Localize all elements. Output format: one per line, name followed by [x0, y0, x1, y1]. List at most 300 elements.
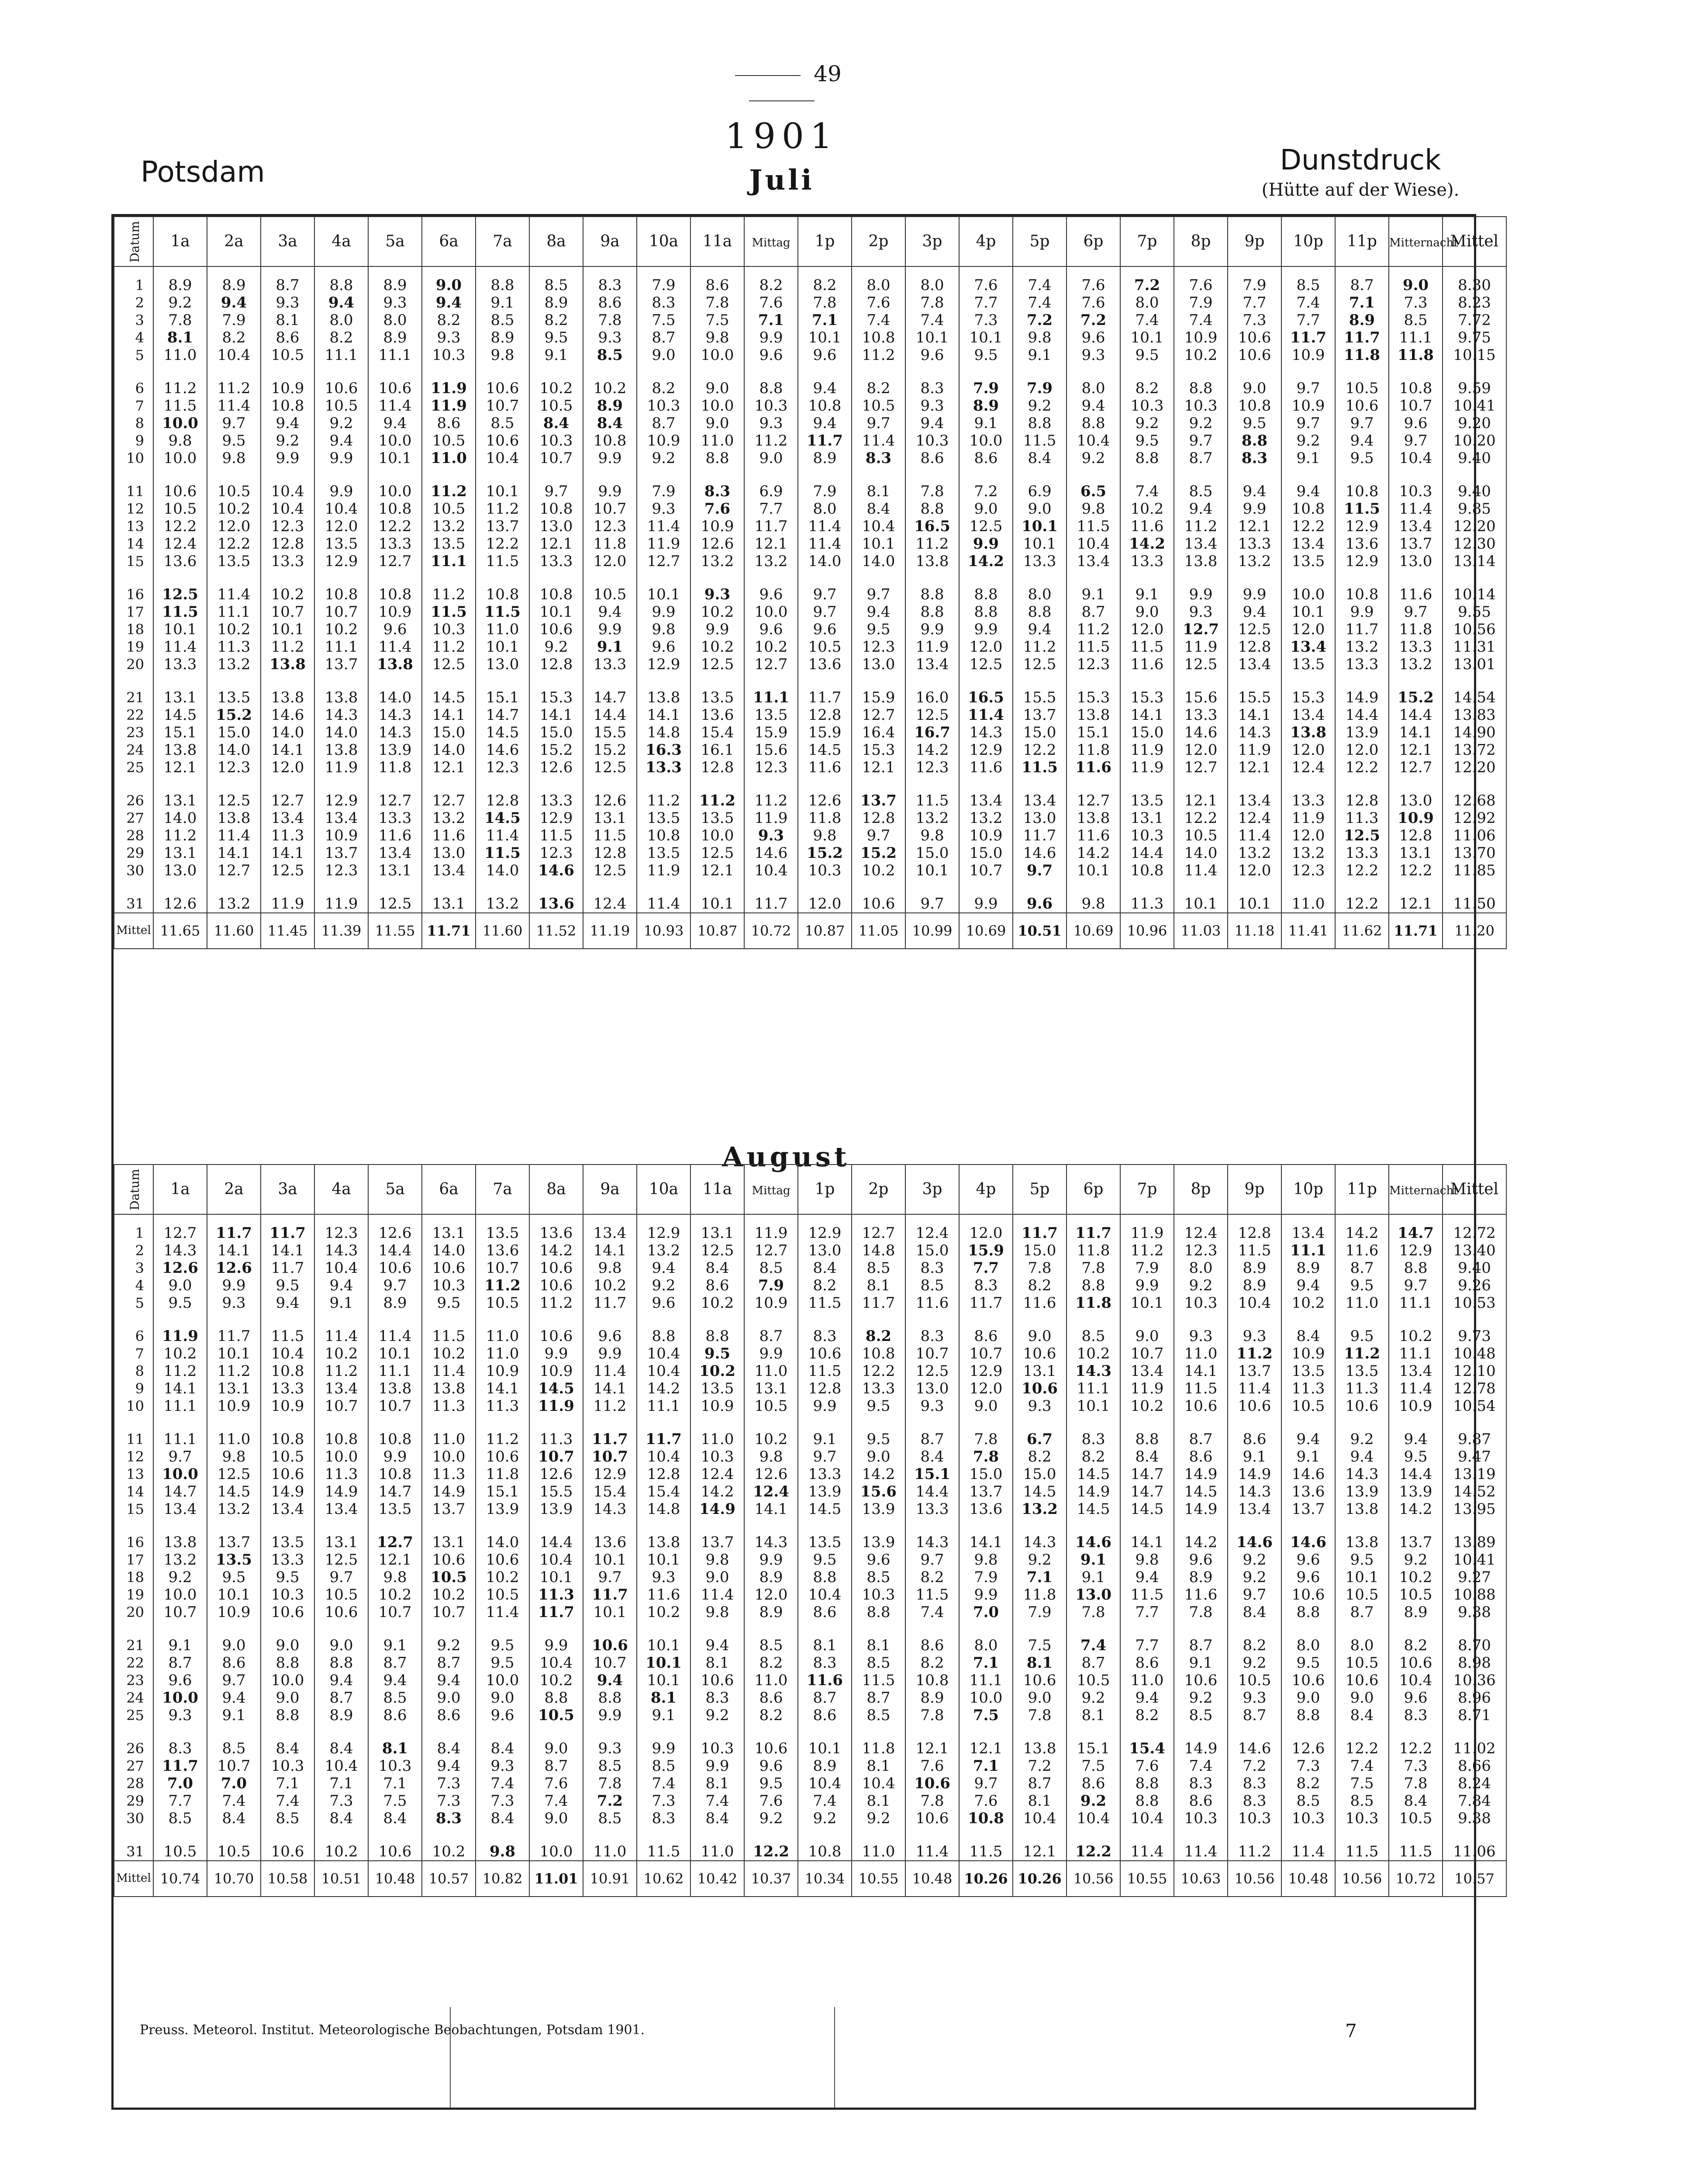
value-cell: 10.6 [1389, 1654, 1443, 1672]
value-cell: 10.8 [852, 1345, 905, 1362]
day-number: 12 [114, 500, 153, 518]
value-cell: 11.7 [583, 1421, 637, 1448]
daily-mean-cell: 11.31 [1443, 638, 1506, 656]
day-number: 15 [114, 553, 153, 576]
daily-mean-cell: 9.75 [1443, 329, 1506, 346]
value-cell: 9.3 [1174, 603, 1228, 621]
value-cell: 12.8 [476, 782, 529, 809]
header-hour [1174, 1165, 1228, 1214]
value-cell: 11.0 [744, 1672, 798, 1689]
value-cell: 10.1 [1013, 518, 1067, 535]
day-number: 13 [114, 518, 153, 535]
value-cell: 9.3 [1228, 1318, 1281, 1345]
value-cell: 9.0 [207, 1627, 261, 1654]
value-cell: 10.6 [1335, 1397, 1389, 1421]
value-cell: 8.7 [529, 1757, 583, 1775]
value-cell: 12.5 [959, 656, 1013, 679]
value-cell: 9.1 [368, 1627, 422, 1654]
value-cell: 8.0 [1335, 1627, 1389, 1654]
value-cell: 10.4 [852, 1775, 905, 1792]
mean-cell: 10.70 [207, 1861, 261, 1897]
value-cell: 11.5 [153, 603, 207, 621]
value-cell: 12.6 [529, 759, 583, 782]
value-cell: 8.2 [637, 370, 690, 397]
value-cell: 13.3 [1335, 844, 1389, 862]
value-cell: 8.6 [690, 266, 744, 294]
daily-mean-cell: 12.30 [1443, 535, 1506, 553]
value-cell: 13.0 [1067, 1586, 1120, 1603]
value-cell: 15.0 [207, 724, 261, 741]
value-cell: 11.1 [153, 1397, 207, 1421]
value-cell: 7.3 [1389, 1757, 1443, 1775]
header-hour [529, 1165, 583, 1214]
value-cell: 13.4 [261, 1500, 314, 1524]
value-cell: 9.0 [261, 1627, 314, 1654]
value-cell: 13.4 [1067, 553, 1120, 576]
header-hour-text: 3a [278, 1180, 297, 1199]
header-hour-text: 9a [600, 232, 620, 251]
value-cell: 10.7 [583, 500, 637, 518]
value-cell: 8.9 [153, 266, 207, 294]
value-cell: 10.4 [1067, 432, 1120, 449]
value-cell: 13.4 [1281, 706, 1335, 724]
value-cell: 8.3 [583, 266, 637, 294]
header-hour-text: 5a [385, 1180, 405, 1199]
value-cell: 14.1 [261, 1242, 314, 1259]
value-cell: 10.6 [1174, 1672, 1228, 1689]
value-cell: 8.5 [476, 311, 529, 329]
day-number: 26 [114, 782, 153, 809]
value-cell: 8.3 [690, 1689, 744, 1707]
value-cell: 10.3 [1389, 473, 1443, 500]
value-cell: 11.6 [798, 759, 852, 782]
value-cell: 10.4 [637, 1362, 690, 1380]
header-hour [1389, 1165, 1458, 1214]
value-cell: 10.2 [690, 638, 744, 656]
value-cell: 11.7 [959, 1294, 1013, 1318]
day-number: 2 [114, 1242, 153, 1259]
day-number: 18 [114, 1569, 153, 1586]
value-cell: 13.8 [368, 656, 422, 679]
value-cell: 13.7 [314, 844, 368, 862]
value-cell: 13.4 [153, 1500, 207, 1524]
value-cell: 8.3 [1174, 1775, 1228, 1792]
value-cell: 11.4 [798, 518, 852, 535]
value-cell: 10.6 [529, 1318, 583, 1345]
header-hour-text: Mittag [752, 1184, 790, 1198]
value-cell: 8.4 [1389, 1792, 1443, 1810]
page-number-rule-right [749, 100, 815, 101]
value-cell: 12.1 [529, 535, 583, 553]
value-cell: 9.5 [422, 1294, 476, 1318]
value-cell: 13.7 [1013, 706, 1067, 724]
monthly-mean-cell: 11.20 [1443, 913, 1506, 949]
value-cell: 9.4 [690, 1627, 744, 1654]
value-cell: 11.6 [1120, 518, 1174, 535]
value-cell: 9.1 [1067, 1569, 1120, 1586]
header-mittel-text: Mittel [1450, 232, 1499, 251]
value-cell: 12.5 [1335, 827, 1389, 844]
daily-mean-cell: 13.40 [1443, 1242, 1506, 1259]
day-number: 1 [114, 266, 153, 294]
value-cell: 9.0 [529, 1730, 583, 1757]
value-cell: 8.1 [1067, 1707, 1120, 1730]
value-cell: 13.7 [690, 1524, 744, 1551]
value-cell: 8.5 [1174, 1707, 1228, 1730]
value-cell: 9.6 [798, 346, 852, 370]
value-cell: 9.0 [153, 1277, 207, 1294]
header-datum [114, 1165, 153, 1214]
header-hour [852, 217, 905, 266]
value-cell: 11.7 [744, 885, 798, 913]
header-datum [114, 217, 153, 266]
value-cell: 8.0 [1174, 1259, 1228, 1277]
value-cell: 11.2 [476, 1421, 529, 1448]
value-cell: 10.9 [314, 827, 368, 844]
day-number: 8 [114, 415, 153, 432]
value-cell: 7.4 [1174, 311, 1228, 329]
value-cell: 13.4 [1120, 1362, 1174, 1380]
value-cell: 10.5 [583, 576, 637, 603]
day-number: 2 [114, 294, 153, 311]
value-cell: 8.6 [422, 1707, 476, 1730]
value-cell: 11.5 [1389, 1833, 1443, 1861]
value-cell: 10.8 [1335, 576, 1389, 603]
value-cell: 10.0 [476, 1672, 529, 1689]
value-cell: 10.1 [905, 329, 959, 346]
value-cell: 14.5 [1067, 1500, 1120, 1524]
header-datum-text: Datum [128, 1168, 142, 1210]
value-cell: 9.6 [1281, 1569, 1335, 1586]
value-cell: 10.3 [798, 862, 852, 885]
value-cell: 7.8 [153, 311, 207, 329]
value-cell: 8.4 [207, 1810, 261, 1833]
day-number: 9 [114, 432, 153, 449]
value-cell: 9.9 [637, 603, 690, 621]
value-cell: 9.5 [261, 1277, 314, 1294]
value-cell: 9.0 [1013, 500, 1067, 518]
value-cell: 11.7 [1281, 329, 1335, 346]
header-hour-text: 2p [868, 1180, 889, 1199]
value-cell: 12.0 [1281, 621, 1335, 638]
value-cell: 9.5 [207, 432, 261, 449]
value-cell: 10.9 [207, 1397, 261, 1421]
value-cell: 10.1 [476, 638, 529, 656]
mean-row [114, 1861, 1506, 1897]
value-cell: 12.3 [583, 518, 637, 535]
value-cell: 8.5 [583, 1757, 637, 1775]
value-cell: 12.7 [422, 782, 476, 809]
value-cell: 14.5 [153, 706, 207, 724]
daily-mean-cell: 13.72 [1443, 741, 1506, 759]
header-hour [1228, 1165, 1281, 1214]
value-cell: 12.0 [959, 638, 1013, 656]
value-cell: 8.1 [852, 1792, 905, 1810]
year-heading: 1901 [725, 116, 839, 156]
value-cell: 8.4 [583, 415, 637, 432]
value-cell: 14.2 [1067, 844, 1120, 862]
value-cell: 11.4 [1389, 500, 1443, 518]
header-hour-text: 3a [278, 232, 297, 251]
header-hour [1013, 217, 1067, 266]
header-hour [1389, 217, 1458, 266]
value-cell: 9.8 [153, 432, 207, 449]
value-cell: 8.0 [959, 1627, 1013, 1654]
value-cell: 8.7 [1335, 266, 1389, 294]
value-cell: 10.4 [1389, 1672, 1443, 1689]
header-hour [1067, 1165, 1120, 1214]
value-cell: 13.7 [852, 782, 905, 809]
value-cell: 7.5 [1335, 1775, 1389, 1792]
value-cell: 11.5 [1174, 1380, 1228, 1397]
value-cell: 8.4 [1120, 1448, 1174, 1465]
value-cell: 13.8 [1067, 809, 1120, 827]
value-cell: 9.5 [798, 1551, 852, 1569]
value-cell: 13.2 [905, 809, 959, 827]
value-cell: 14.0 [476, 862, 529, 885]
value-cell: 15.5 [529, 1483, 583, 1500]
value-cell: 10.3 [261, 1586, 314, 1603]
value-cell: 7.1 [1335, 294, 1389, 311]
value-cell: 15.9 [959, 1242, 1013, 1259]
value-cell: 14.5 [798, 1500, 852, 1524]
value-cell: 12.2 [1389, 862, 1443, 885]
value-cell: 10.2 [744, 1421, 798, 1448]
value-cell: 12.1 [690, 862, 744, 885]
value-cell: 9.5 [153, 1294, 207, 1318]
daily-mean-cell: 9.87 [1443, 1421, 1506, 1448]
value-cell: 13.1 [422, 885, 476, 913]
value-cell: 12.0 [1174, 741, 1228, 759]
value-cell: 10.9 [1389, 1397, 1443, 1421]
table-row [114, 603, 1506, 621]
value-cell: 9.2 [690, 1707, 744, 1730]
value-cell: 12.3 [1281, 862, 1335, 885]
mean-cell: 10.48 [905, 1861, 959, 1897]
value-cell: 13.8 [1067, 706, 1120, 724]
value-cell: 12.1 [905, 1730, 959, 1757]
value-cell: 11.0 [153, 346, 207, 370]
value-cell: 11.3 [476, 1397, 529, 1421]
value-cell: 13.8 [1281, 724, 1335, 741]
value-cell: 12.9 [637, 1214, 690, 1242]
value-cell: 10.2 [1120, 500, 1174, 518]
value-cell: 8.8 [314, 266, 368, 294]
value-cell: 14.5 [529, 1380, 583, 1397]
value-cell: 10.3 [1228, 1810, 1281, 1833]
value-cell: 8.1 [852, 1627, 905, 1654]
value-cell: 9.5 [1120, 432, 1174, 449]
header-hour-text: 11p [1347, 232, 1377, 251]
value-cell: 7.4 [1013, 294, 1067, 311]
value-cell: 8.7 [261, 266, 314, 294]
value-cell: 9.1 [1228, 1448, 1281, 1465]
value-cell: 9.6 [852, 1551, 905, 1569]
value-cell: 7.7 [153, 1792, 207, 1810]
value-cell: 7.8 [905, 1707, 959, 1730]
value-cell: 14.1 [261, 741, 314, 759]
value-cell: 12.4 [744, 1483, 798, 1500]
value-cell: 13.1 [153, 679, 207, 706]
value-cell: 9.1 [637, 1707, 690, 1730]
header-hour-text: 2a [224, 1180, 244, 1199]
value-cell: 14.2 [690, 1483, 744, 1500]
value-cell: 8.1 [798, 1627, 852, 1654]
value-cell: 11.5 [798, 1294, 852, 1318]
value-cell: 14.2 [1174, 1524, 1228, 1551]
value-cell: 8.7 [744, 1318, 798, 1345]
value-cell: 14.1 [583, 1242, 637, 1259]
value-cell: 9.9 [1335, 603, 1389, 621]
value-cell: 7.4 [529, 1792, 583, 1810]
value-cell: 9.0 [1120, 603, 1174, 621]
header-hour-text: 1a [170, 1180, 190, 1199]
value-cell: 9.7 [798, 576, 852, 603]
value-cell: 15.0 [1013, 1242, 1067, 1259]
value-cell: 9.3 [422, 329, 476, 346]
value-cell: 10.6 [422, 1259, 476, 1277]
mean-row-label: Mittel [114, 913, 153, 949]
value-cell: 9.1 [1013, 346, 1067, 370]
value-cell: 9.3 [583, 329, 637, 346]
table-row [114, 1757, 1506, 1775]
value-cell: 7.4 [1067, 1627, 1120, 1654]
value-cell: 9.6 [1013, 885, 1067, 913]
value-cell: 11.4 [798, 535, 852, 553]
value-cell: 9.2 [1013, 397, 1067, 415]
value-cell: 9.7 [1174, 432, 1228, 449]
value-cell: 10.2 [1120, 1397, 1174, 1421]
value-cell: 8.2 [905, 1569, 959, 1586]
value-cell: 11.7 [852, 1294, 905, 1318]
value-cell: 7.6 [959, 1792, 1013, 1810]
value-cell: 13.2 [422, 809, 476, 827]
value-cell: 10.4 [529, 1654, 583, 1672]
value-cell: 9.5 [1335, 1551, 1389, 1569]
table-row [114, 311, 1506, 329]
value-cell: 8.7 [314, 1689, 368, 1707]
value-cell: 10.6 [476, 1448, 529, 1465]
day-number: 6 [114, 1318, 153, 1345]
value-cell: 8.0 [1281, 1627, 1335, 1654]
header-mittel [1443, 1165, 1506, 1214]
value-cell: 15.3 [852, 741, 905, 759]
value-cell: 8.8 [852, 1603, 905, 1627]
value-cell: 12.5 [690, 656, 744, 679]
value-cell: 7.8 [959, 1421, 1013, 1448]
value-cell: 9.6 [1281, 1551, 1335, 1569]
value-cell: 13.4 [1281, 535, 1335, 553]
value-cell: 9.5 [476, 1627, 529, 1654]
value-cell: 10.5 [1335, 370, 1389, 397]
value-cell: 9.1 [1281, 449, 1335, 473]
value-cell: 10.2 [690, 1362, 744, 1380]
value-cell: 9.4 [261, 1294, 314, 1318]
value-cell: 9.3 [476, 1757, 529, 1775]
value-cell: 10.8 [798, 397, 852, 415]
value-cell: 12.5 [690, 844, 744, 862]
value-cell: 9.4 [368, 1672, 422, 1689]
value-cell: 13.4 [1281, 1214, 1335, 1242]
daily-mean-cell: 7.72 [1443, 311, 1506, 329]
value-cell: 8.8 [314, 1654, 368, 1672]
value-cell: 8.7 [1013, 1775, 1067, 1792]
value-cell: 9.2 [1067, 1792, 1120, 1810]
day-number: 22 [114, 706, 153, 724]
value-cell: 8.5 [529, 266, 583, 294]
value-cell: 7.9 [1120, 1259, 1174, 1277]
table-row [114, 759, 1506, 782]
value-cell: 13.0 [905, 1380, 959, 1397]
value-cell: 9.0 [314, 1627, 368, 1654]
value-cell: 8.2 [852, 370, 905, 397]
value-cell: 8.2 [798, 266, 852, 294]
table-row [114, 370, 1506, 397]
value-cell: 11.5 [153, 397, 207, 415]
table-row [114, 656, 1506, 679]
value-cell: 11.0 [476, 621, 529, 638]
table-row [114, 1362, 1506, 1380]
value-cell: 14.4 [1335, 706, 1389, 724]
value-cell: 12.7 [261, 782, 314, 809]
value-cell: 10.6 [529, 1277, 583, 1294]
header-hour [852, 1165, 905, 1214]
value-cell: 11.3 [314, 1465, 368, 1483]
value-cell: 10.0 [744, 603, 798, 621]
value-cell: 10.0 [153, 1586, 207, 1603]
value-cell: 8.3 [422, 1810, 476, 1833]
value-cell: 13.1 [1120, 809, 1174, 827]
value-cell: 13.3 [1281, 782, 1335, 809]
value-cell: 9.2 [1067, 1689, 1120, 1707]
header-hour [905, 217, 959, 266]
value-cell: 8.2 [422, 311, 476, 329]
value-cell: 9.4 [798, 415, 852, 432]
value-cell: 11.6 [959, 759, 1013, 782]
value-cell: 12.8 [583, 844, 637, 862]
value-cell: 9.9 [690, 1757, 744, 1775]
value-cell: 13.2 [207, 1500, 261, 1524]
value-cell: 11.7 [261, 1214, 314, 1242]
value-cell: 9.0 [1013, 1318, 1067, 1345]
value-cell: 11.5 [476, 844, 529, 862]
value-cell: 11.9 [1120, 1380, 1174, 1397]
value-cell: 14.1 [422, 706, 476, 724]
value-cell: 8.7 [1174, 1421, 1228, 1448]
value-cell: 9.3 [905, 1397, 959, 1421]
value-cell: 10.0 [368, 473, 422, 500]
value-cell: 10.6 [1335, 1672, 1389, 1689]
header-hour-text: Mitternacht [1389, 1184, 1458, 1198]
value-cell: 7.2 [1013, 311, 1067, 329]
value-cell: 6.9 [744, 473, 798, 500]
value-cell: 10.6 [261, 1603, 314, 1627]
table-july [114, 216, 1507, 949]
value-cell: 13.3 [1120, 553, 1174, 576]
value-cell: 9.0 [1389, 266, 1443, 294]
value-cell: 7.3 [422, 1792, 476, 1810]
table-row [114, 809, 1506, 827]
value-cell: 8.9 [1228, 1259, 1281, 1277]
value-cell: 9.1 [529, 346, 583, 370]
value-cell: 15.0 [1120, 724, 1174, 741]
value-cell: 13.7 [1228, 1362, 1281, 1380]
value-cell: 11.2 [207, 370, 261, 397]
value-cell: 11.2 [852, 346, 905, 370]
value-cell: 7.1 [798, 311, 852, 329]
value-cell: 9.0 [476, 1689, 529, 1707]
value-cell: 10.3 [690, 1448, 744, 1465]
